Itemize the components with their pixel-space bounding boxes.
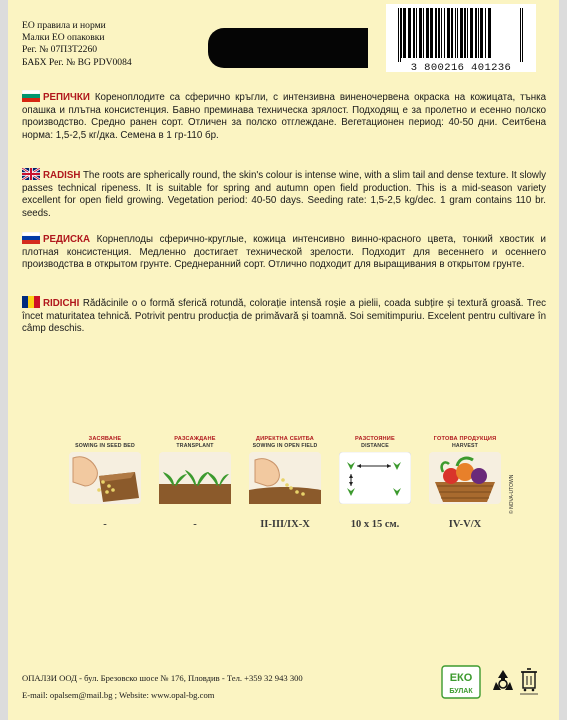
text-bg: Кореноплодите са сферично кръгли, с интензивна виненочервена окраска на кожицата, тънка опашка и плътна консистенция. Бавно преминава техническа зрялост. Подходящ е за пролетно и есенно полско производство. Средно ранен сорт. Отличен за полско отглеждане. Вегетационен период: 40-50 дни. Сеитбена норма: 1,5-2,5 кг/дка. Семена в 1 гр-110 бр. — [22, 92, 546, 142]
russia-flag-icon — [22, 232, 40, 244]
icon-title-en: SOWING IN SEED BED — [75, 443, 135, 449]
barcode-bar — [398, 8, 399, 62]
barcode-bar — [455, 8, 456, 58]
barcode-bar — [475, 8, 477, 58]
barcode-bar — [485, 8, 486, 58]
barcode-bar — [413, 8, 415, 58]
text-ru: Корнеплоды сферично-круглые, кожица интенсивно винно-красного цвета, тонкий хвостик и плотная консистенция. Медленно достигает технической зрелости. Подходит для весеннего и осеннего производства в открытом грунте. Среднеранний сорт. Отлично подходит для выращивания в открытом грунте. — [22, 234, 546, 271]
romania-flag-icon — [22, 296, 40, 308]
bulgaria-flag-icon — [22, 90, 40, 102]
icon-direct-sowing — [246, 436, 324, 530]
icon-value: IV-V/X — [448, 519, 482, 530]
description-bg — [22, 90, 546, 143]
description-en — [22, 168, 546, 221]
cultivation-icons — [8, 436, 559, 536]
barcode-bar — [435, 8, 437, 58]
company-address: ОПАЛЗИ ООД - бул. Брезовско шосе № 176, Пловдив - Тел. +359 32 943 300 — [22, 673, 303, 683]
barcode-bar — [467, 8, 468, 58]
icon-title-en: SOWING IN OPEN FIELD — [252, 443, 318, 449]
title-en: RADISH — [43, 170, 81, 181]
icon-value: 10 x 15 см. — [350, 519, 400, 530]
barcode-bars — [394, 8, 528, 62]
icon-transplant — [156, 436, 234, 530]
icon-title-bg: ДИРЕКТНА СЕИТБА — [255, 436, 315, 442]
icon-harvest — [426, 436, 504, 530]
barcode-bar — [451, 8, 453, 58]
barcode-bar — [441, 8, 442, 58]
svg-text:© NOVA-UTOWN: © NOVA-UTOWN — [509, 474, 515, 514]
icon-title-bg: РАЗСАЖДАНЕ — [174, 436, 216, 442]
text-en: The roots are spherically round, the skin's colour is intense wine, with a slim tail and dense texture. It slowly passes technical ripeness. It is suitable for spring and autumn open field production. This is a mid-season variety excellent for open field growing. Vegetation period: 40-50 days. Seeding rate: 1,5-2,5 kg/dec. 1 gram contains 110 br. seeds. — [22, 170, 546, 220]
icon-title-en: TRANSPLANT — [176, 443, 214, 449]
icon-distance — [336, 436, 414, 530]
header-line: Рег. № 07ПЗТ2260 — [22, 44, 98, 56]
barcode-bar — [447, 8, 450, 58]
barcode-bar — [423, 8, 424, 58]
uk-flag-icon — [22, 168, 40, 180]
barcode-bar — [419, 8, 422, 58]
barcode-bar — [430, 8, 433, 58]
icon-value: II-III/IX-X — [260, 519, 310, 530]
barcode-bar — [470, 8, 473, 58]
header-line: ЕО правила и норми — [22, 20, 106, 31]
barcode-bar — [426, 8, 429, 58]
eko-bulak-logo — [441, 665, 481, 699]
description-ru — [22, 232, 546, 272]
text-ro: Rădăcinile o o formă sferică rotundă, colorație intensă roșie a pielii, coada subțire și textură groasă. Trec încet maturitatea tehnică. Potrivit pentru producția de primăvară și toamnă. Soi semitimpuriu. Excelent pentru cultivare în câmp deschis. — [22, 298, 546, 335]
barcode-bar — [520, 8, 521, 62]
icon-value: - — [103, 519, 107, 530]
harvest-basket-icon — [429, 452, 501, 504]
company-footer — [22, 670, 303, 703]
barcode-bar — [416, 8, 417, 58]
icon-title-en: HARVEST — [451, 443, 479, 449]
title-ru: РЕДИСКА — [43, 234, 90, 245]
barcode-bar — [488, 8, 491, 58]
barcode-bar — [464, 8, 466, 58]
barcode-bar — [457, 8, 458, 58]
description-ro — [22, 296, 546, 336]
barcode-bar — [444, 8, 445, 58]
transplant-seedlings-icon — [159, 452, 231, 504]
distance-icon — [339, 452, 411, 504]
recycle-icon — [492, 668, 514, 694]
barcode — [386, 4, 536, 72]
icon-title-bg: ЗАСЯВАНЕ — [88, 436, 122, 442]
illustration-credit — [506, 466, 516, 516]
barcode-bar — [408, 8, 411, 58]
redaction-block — [208, 28, 368, 68]
barcode-bar — [522, 8, 523, 62]
title-bg: РЕПИЧКИ — [43, 92, 90, 103]
header-line: БАБХ Рег. № BG PDV0084 — [22, 56, 132, 68]
icon-sowing — [66, 436, 144, 530]
seed-packet-back — [8, 0, 559, 720]
icon-title-bg: ГОТОВА ПРОДУКЦИЯ — [433, 436, 497, 442]
barcode-bar — [460, 8, 463, 58]
company-contacts: E-mail: opalsem@mail.bg ; Website: www.opal-bg.com — [22, 689, 215, 700]
direct-sowing-icon — [249, 452, 321, 504]
barcode-bar — [401, 8, 402, 58]
barcode-bar — [480, 8, 483, 58]
header-line: Малки ЕО опаковки — [22, 32, 105, 44]
waste-bin-icon — [519, 666, 539, 696]
barcode-number: 3 800216 401236 — [410, 62, 512, 74]
title-ro: RIDICHI — [43, 298, 80, 309]
icon-title-en: DISTANCE — [361, 443, 389, 449]
svg-text:БУЛАК: БУЛАК — [449, 688, 473, 695]
barcode-bar — [438, 8, 440, 58]
svg-text:ЕКО: ЕКО — [449, 672, 473, 684]
icon-title-bg: РАЗСТОЯНИЕ — [355, 436, 395, 442]
barcode-bar — [478, 8, 479, 58]
regulatory-header — [22, 20, 132, 69]
barcode-bar — [403, 8, 406, 58]
sowing-hand-icon — [69, 452, 141, 504]
icon-value: - — [193, 519, 197, 530]
barcode-bar — [400, 8, 401, 62]
